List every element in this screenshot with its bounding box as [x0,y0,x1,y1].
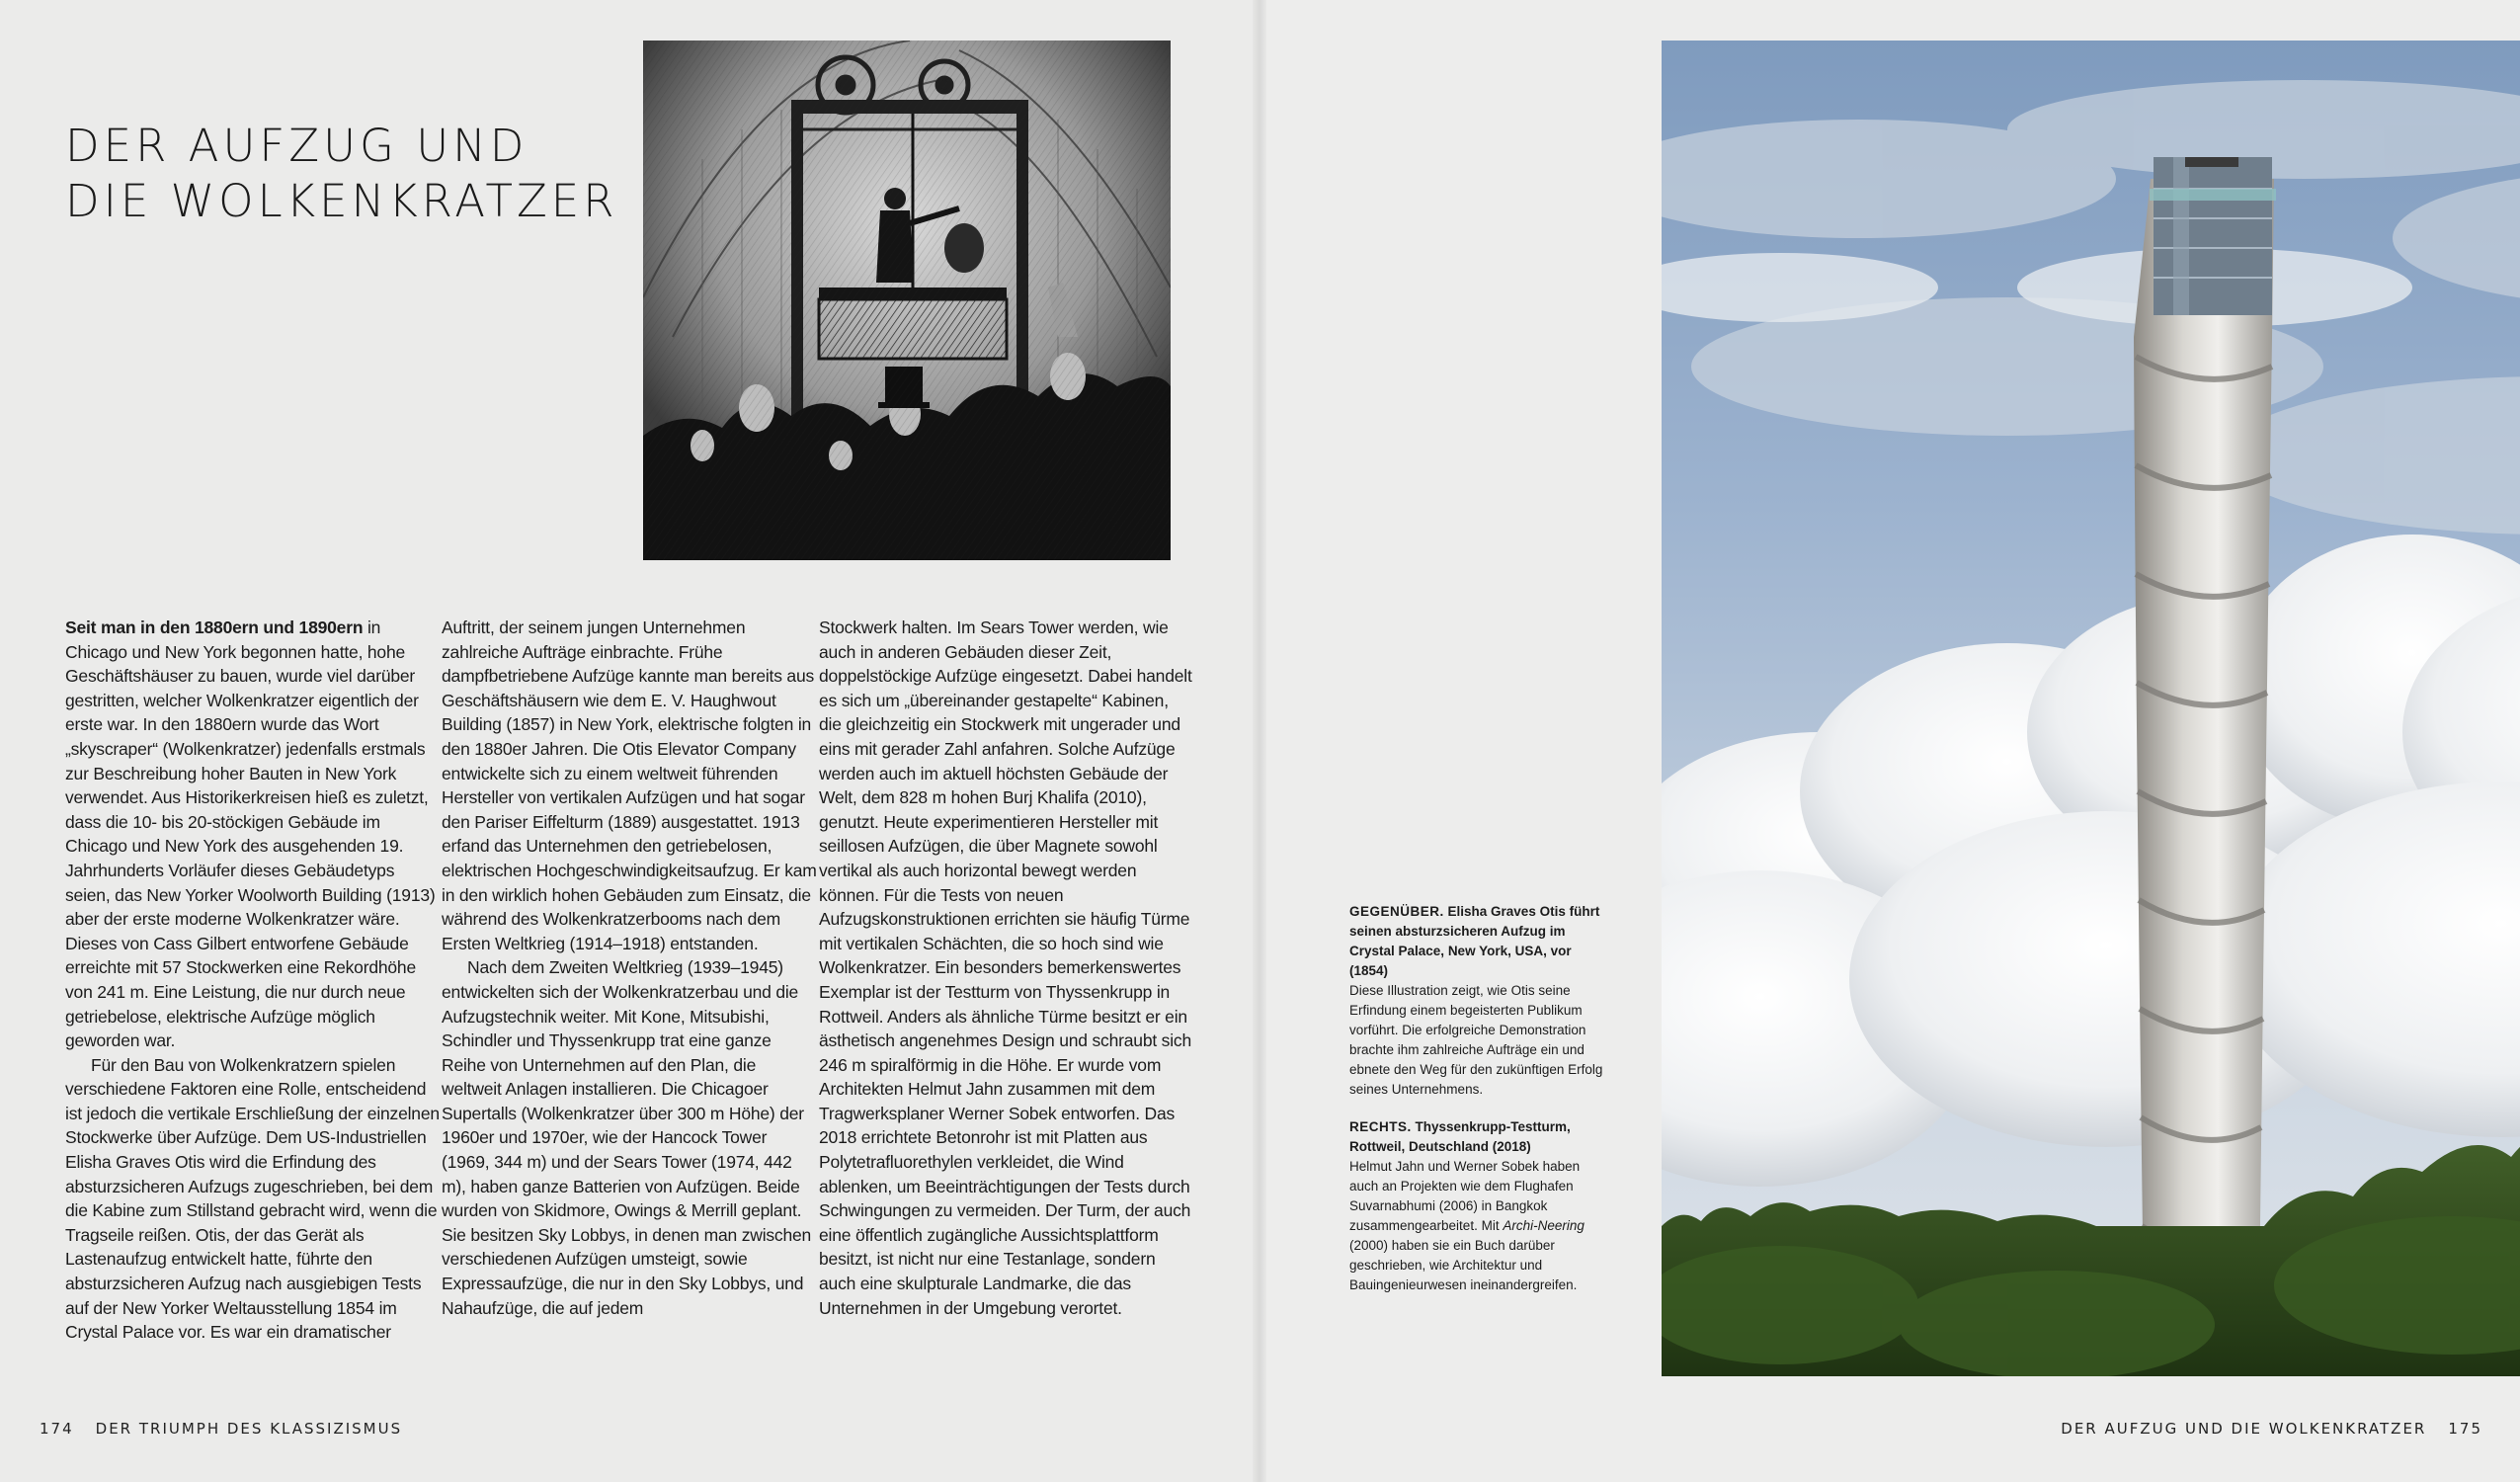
caption-text: (2000) haben sie ein Buch darüber geschrieben, wie Architektur und Bauingenieurwesen ineinandergreifen. [1349,1238,1578,1292]
lead-in: Seit man in den 1880ern und 1890ern [65,618,364,637]
running-head-right: DER AUFZUG UND DIE WOLKENKRATZER [2061,1420,2427,1438]
caption-title: Thyssenkrupp-Testturm, Rottweil, Deutschland (2018) [1349,1119,1571,1154]
body-paragraph [819,616,1194,1320]
otis-elevator-engraving [643,41,1171,560]
caption-direction: RECHTS. [1349,1119,1412,1134]
body-column-2 [442,616,817,1320]
paragraph-text: Auftritt, der seinem jungen Unternehmen zahlreiche Aufträge einbrachte. Frühe dampfbetriebene Aufzüge kannte man bereits aus Geschäftshäusern wie dem E. V. Haughwout Building (1857) in New York, elektrische folgten in den 1880er Jahren. Die Otis Elevator Company entwickelte sich zu einem weltweit führenden Hersteller von vertikalen Aufzügen und hat sogar den Pariser Eiffelturm (1889) ausgestattet. 1913 erfand das Unternehmen den getriebelosen, elektrischen Hochgeschwindigkeitsaufzug. Er kam in den wirklich hohen Gebäuden zum Einsatz, die während des Wolkenkratzerbooms nach dem Ersten Weltkrieg (1914–1918) entstanden. [442,618,817,953]
paragraph-text: Nach dem Zweiten Weltkrieg (1939–1945) entwickelten sich der Wolkenkratzerbau und die Aufzugstechnik weiter. Mit Kone, Mitsubishi, Schindler und Thyssenkrupp trat eine ganze Reihe von Unternehmen auf den Plan, die weltweit Anlagen installieren. Die Chicagoer Supertalls (Wolkenkratzer über 300 m Höhe) der 1960er und 1970er, wie der Hancock Tower (1969, 344 m) und der Sears Tower (1974, 442 m), haben ganze Batterien von Aufzügen. Beide wurden von Skidmore, Owings & Merrill geplant. Sie besitzen Sky Lobbys, in denen man zwischen verschiedenen Aufzügen umsteigt, sowie Expressaufzüge, die nur in den Sky Lobbys, und Nahaufzüge, die auf jedem [442,957,812,1318]
page-number-right: 175 [2448,1420,2482,1438]
caption-text: Helmut Jahn und Werner Sobek haben auch an Projekten wie dem Flughafen Suvarnabhumi (2006) in Bangkok zusammengearbeitet. Mit [1349,1159,1581,1233]
paragraph-text: Für den Bau von Wolkenkratzern spielen verschiedene Faktoren eine Rolle, entscheidend ist jedoch die vertikale Erschließung der einzelnen Stockwerke über Aufzüge. Dem US-Industriellen Elisha Graves Otis wird die Erfindung des absturzsicheren Aufzugs zugeschrieben, bei dem die Kabine zum Stillstand gebracht wird, wenn die Tragseile reißen. Otis, der das Gerät als Lastenaufzug entwickelt hatte, führte den absturzsicheren Aufzug nach ausgiebigen Tests auf der New Yorker Weltausstellung 1854 im Crystal Palace vor. Es war ein dramatischer [65,1054,440,1343]
paragraph-text: in Chicago und New York begonnen hatte, hohe Geschäftshäuser zu bauen, wurde viel darüber gestritten, welcher Wolkenkratzer eigentlich der erste war. In den 1880ern wurde das Wort „skyscraper“ (Wolkenkratzer) jedenfalls erstmals zur Beschreibung hoher Bauten in New York verwendet. Aus Historikerkreisen hieß es zuletzt, dass die 10- bis 20-stöckigen Gebäude im Chicago und New York des ausgehenden 19. Jahrhunderts Vorläufer dieses Gebäudetyps seien, das New Yorker Woolworth Building (1913) aber der erste moderne Wolkenkratzer wäre. Dieses von Cass Gilbert entworfene Gebäude erreichte mit 57 Stockwerken eine Rekordhöhe von 241 m. Eine Leistung, die nur durch neue getriebelose, elektrische Aufzüge möglich geworden war. [65,618,436,1051]
body-column-3 [819,616,1194,1320]
body-paragraph [442,616,817,955]
captions [1349,902,1606,1295]
caption-heading [1349,902,1606,981]
paragraph-text: Stockwerk halten. Im Sears Tower werden, wie auch in anderen Gebäuden dieser Zeit, doppelstöckige Aufzüge eingesetzt. Dabei handelt es sich um „übereinander gestapelte“ Kabinen, die gleichzeitig ein Stockwerk mit ungerader und eins mit gerader Zahl anfahren. Solche Aufzüge werden auch im aktuell höchsten Gebäude der Welt, dem 828 m hohen Burj Khalifa (2010), genutzt. Heute experimentieren Hersteller mit seillosen Aufzügen, die über Magnete sowohl vertikal als auch horizontal bewegt werden können. Für die Tests von neuen Aufzugskonstruktionen errichten sie häufig Türme mit vertikalen Schächten, die so hoch sind wie Wolkenkratzer. Ein besonders bemerkenswertes Exemplar ist der Testturm von Thyssenkrupp in Rottweil. Anders als ähnliche Türme besitzt er ein ästhetisch angenehmes Design und schraubt sich 246 m spiralförmig in die Höhe. Er wurde vom Architekten Helmut Jahn zusammen mit dem Tragwerksplaner Werner Sobek entworfen. Das 2018 errichtete Betonrohr ist mit Platten aus Polytetrafluorethylen verkleidet, die Wind ablenken, um Beeinträchtigungen der Tests durch Schwingungen zu vermeiden. Der Turm, der auch eine öffentlich zugängliche Aussichtsplattform besitzt, ist nicht nur eine Testanlage, sondern auch eine skulpturale Landmarke, die das Unternehmen in der Umgebung verortet. [819,618,1192,1318]
body-column-1 [65,616,441,1345]
caption-body [1349,1157,1606,1295]
folio-left [40,1420,402,1438]
chapter-title [65,119,618,229]
book-gutter [1253,0,1266,1482]
running-head-left: DER TRIUMPH DES KLASSIZISMUS [95,1420,403,1438]
title-line-2: DIE WOLKENKRATZER [65,175,618,227]
testturm-photo [1662,41,2520,1376]
caption-body: Diese Illustration zeigt, wie Otis seine Erfindung einem begeisterten Publikum vorführt. Die erfolgreiche Demonstration brachte ihm zahlreiche Aufträge ein und ebnete den Weg für den zukünftigen Erfolg seines Unternehmens. [1349,983,1603,1097]
caption-right [1349,1117,1606,1295]
folio-right [2061,1420,2482,1438]
book-title: Archi-Neering [1503,1218,1585,1233]
caption-heading [1349,1117,1606,1157]
page-number-left: 174 [40,1420,74,1438]
body-paragraph [65,616,441,1053]
caption-title: Elisha Graves Otis führt seinen absturzsicheren Aufzug im Crystal Palace, New York, USA, vor (1854) [1349,904,1600,978]
body-paragraph [65,1053,441,1345]
caption-direction: GEGENÜBER. [1349,904,1444,919]
title-line-1: DER AUFZUG UND [65,120,528,172]
caption-opposite [1349,902,1606,1100]
body-paragraph [442,955,817,1320]
